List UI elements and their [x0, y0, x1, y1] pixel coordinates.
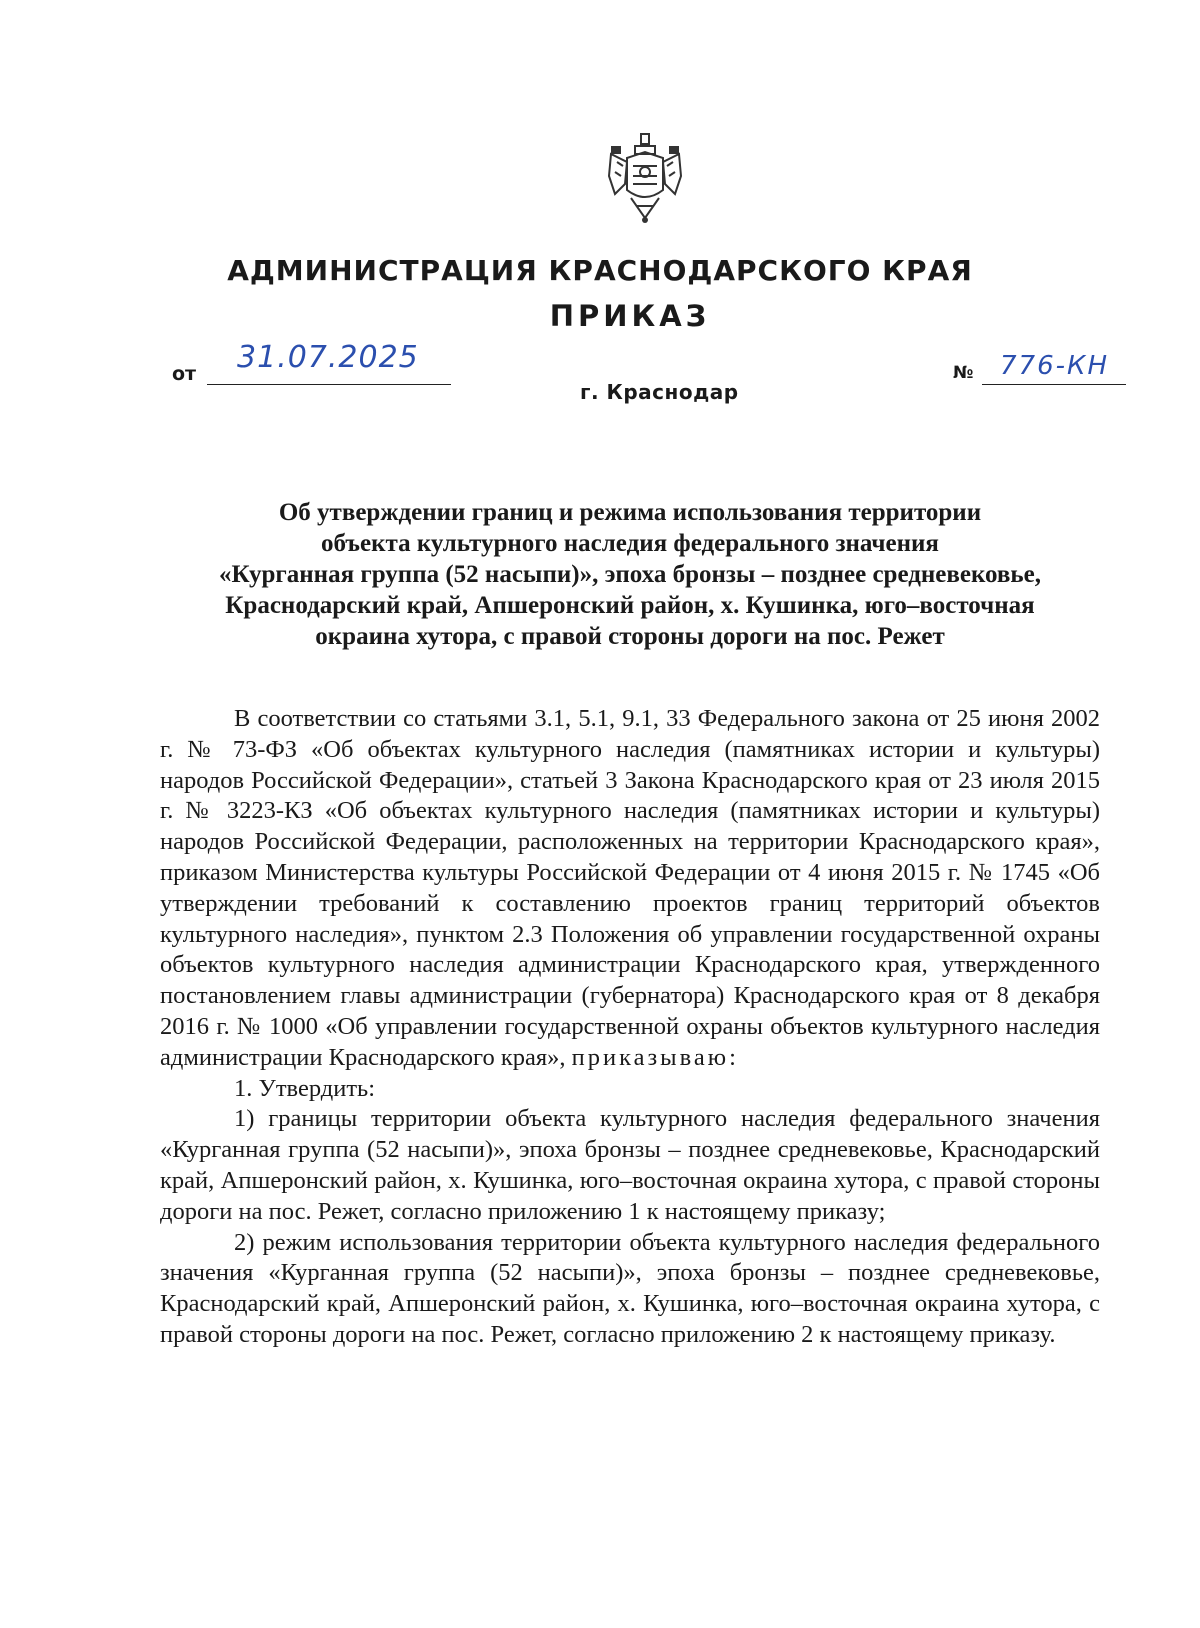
title-line: объекта культурного наследия федерального значения: [321, 530, 939, 557]
item-1-2: 2) режим использования территории объекта культурного наследия федерального значения «Курганная группа (52 насыпи)», эпоха бронзы – позднее средневековье, Краснодарский край, Апшеронский район, х. Кушинка, юго–восточная окраина хутора, с правой стороны дороги на пос. Режет, согласно приложению 2 к настоящему приказу.: [160, 1228, 1100, 1348]
city-name: г. Краснодар: [580, 380, 739, 404]
number-value: 776-КН: [1000, 351, 1110, 381]
title-line: Краснодарский край, Апшеронский район, х. Кушинка, юго–восточная: [225, 592, 1035, 619]
document-title: [160, 497, 1100, 652]
title-line: окраина хутора, с правой стороны дороги на пос. Режет: [315, 623, 945, 650]
preamble-paragraph: [160, 704, 1100, 1074]
item-1: 1. Утвердить:: [234, 1074, 376, 1102]
document-type: ПРИКАЗ: [549, 299, 711, 333]
organization-name: АДМИНИСТРАЦИЯ КРАСНОДАРСКОГО КРАЯ: [227, 254, 973, 287]
item-1-1: 1) границы территории объекта культурного наследия федерального значения «Курганная группа (52 насыпи)», эпоха бронзы – позднее средневековье, Краснодарский край, Апшеронский район, х. Кушинка, юго–восточная окраина хутора, с правой стороны дороги на пос. Режет, согласно приложению 1 к настоящему приказу;: [160, 1105, 1100, 1225]
number-underline: [982, 384, 1126, 385]
date-underline: [207, 384, 451, 385]
date-value: 31.07.2025: [237, 340, 419, 375]
coat-of-arms-icon: [605, 132, 685, 224]
number-label: №: [953, 363, 974, 383]
date-label: от: [172, 363, 197, 385]
order-word: приказываю:: [571, 1043, 739, 1071]
document-body: [160, 704, 1100, 1351]
title-line: Об утверждении границ и режима использования территории: [278, 499, 982, 526]
preamble-text: В соответствии со статьями 3.1, 5.1, 9.1, 33 Федерального закона от 25 июня 2002 г. № 73-ФЗ «Об объектах культурного наследия (памятниках истории и культуры) народов Российской Федерации», статьей 3 Закона Краснодарского края от 23 июля 2015 г. № 3223-КЗ «Об объектах культурного наследия (памятниках истории и культуры) народов Российской Федерации, расположенных на территории Краснодарского края», приказом Министерства культуры Российской Федерации от 4 июня 2015 г. № 1745 «Об утверждении требований к составлению проектов границ территорий объектов культурного наследия», пунктом 2.3 Положения об управлении государственной охраны объектов культурного наследия администрации Краснодарского края, утвержденного постановлением главы администрации (губернатора) Краснодарского края от 8 декабря 2016 г. № 1000 «Об управлении государственной охраны объектов культурного наследия администрации Краснодарского края»,: [160, 705, 1100, 1071]
title-line: «Курганная группа (52 насыпи)», эпоха бронзы – позднее средневековье,: [219, 561, 1041, 588]
